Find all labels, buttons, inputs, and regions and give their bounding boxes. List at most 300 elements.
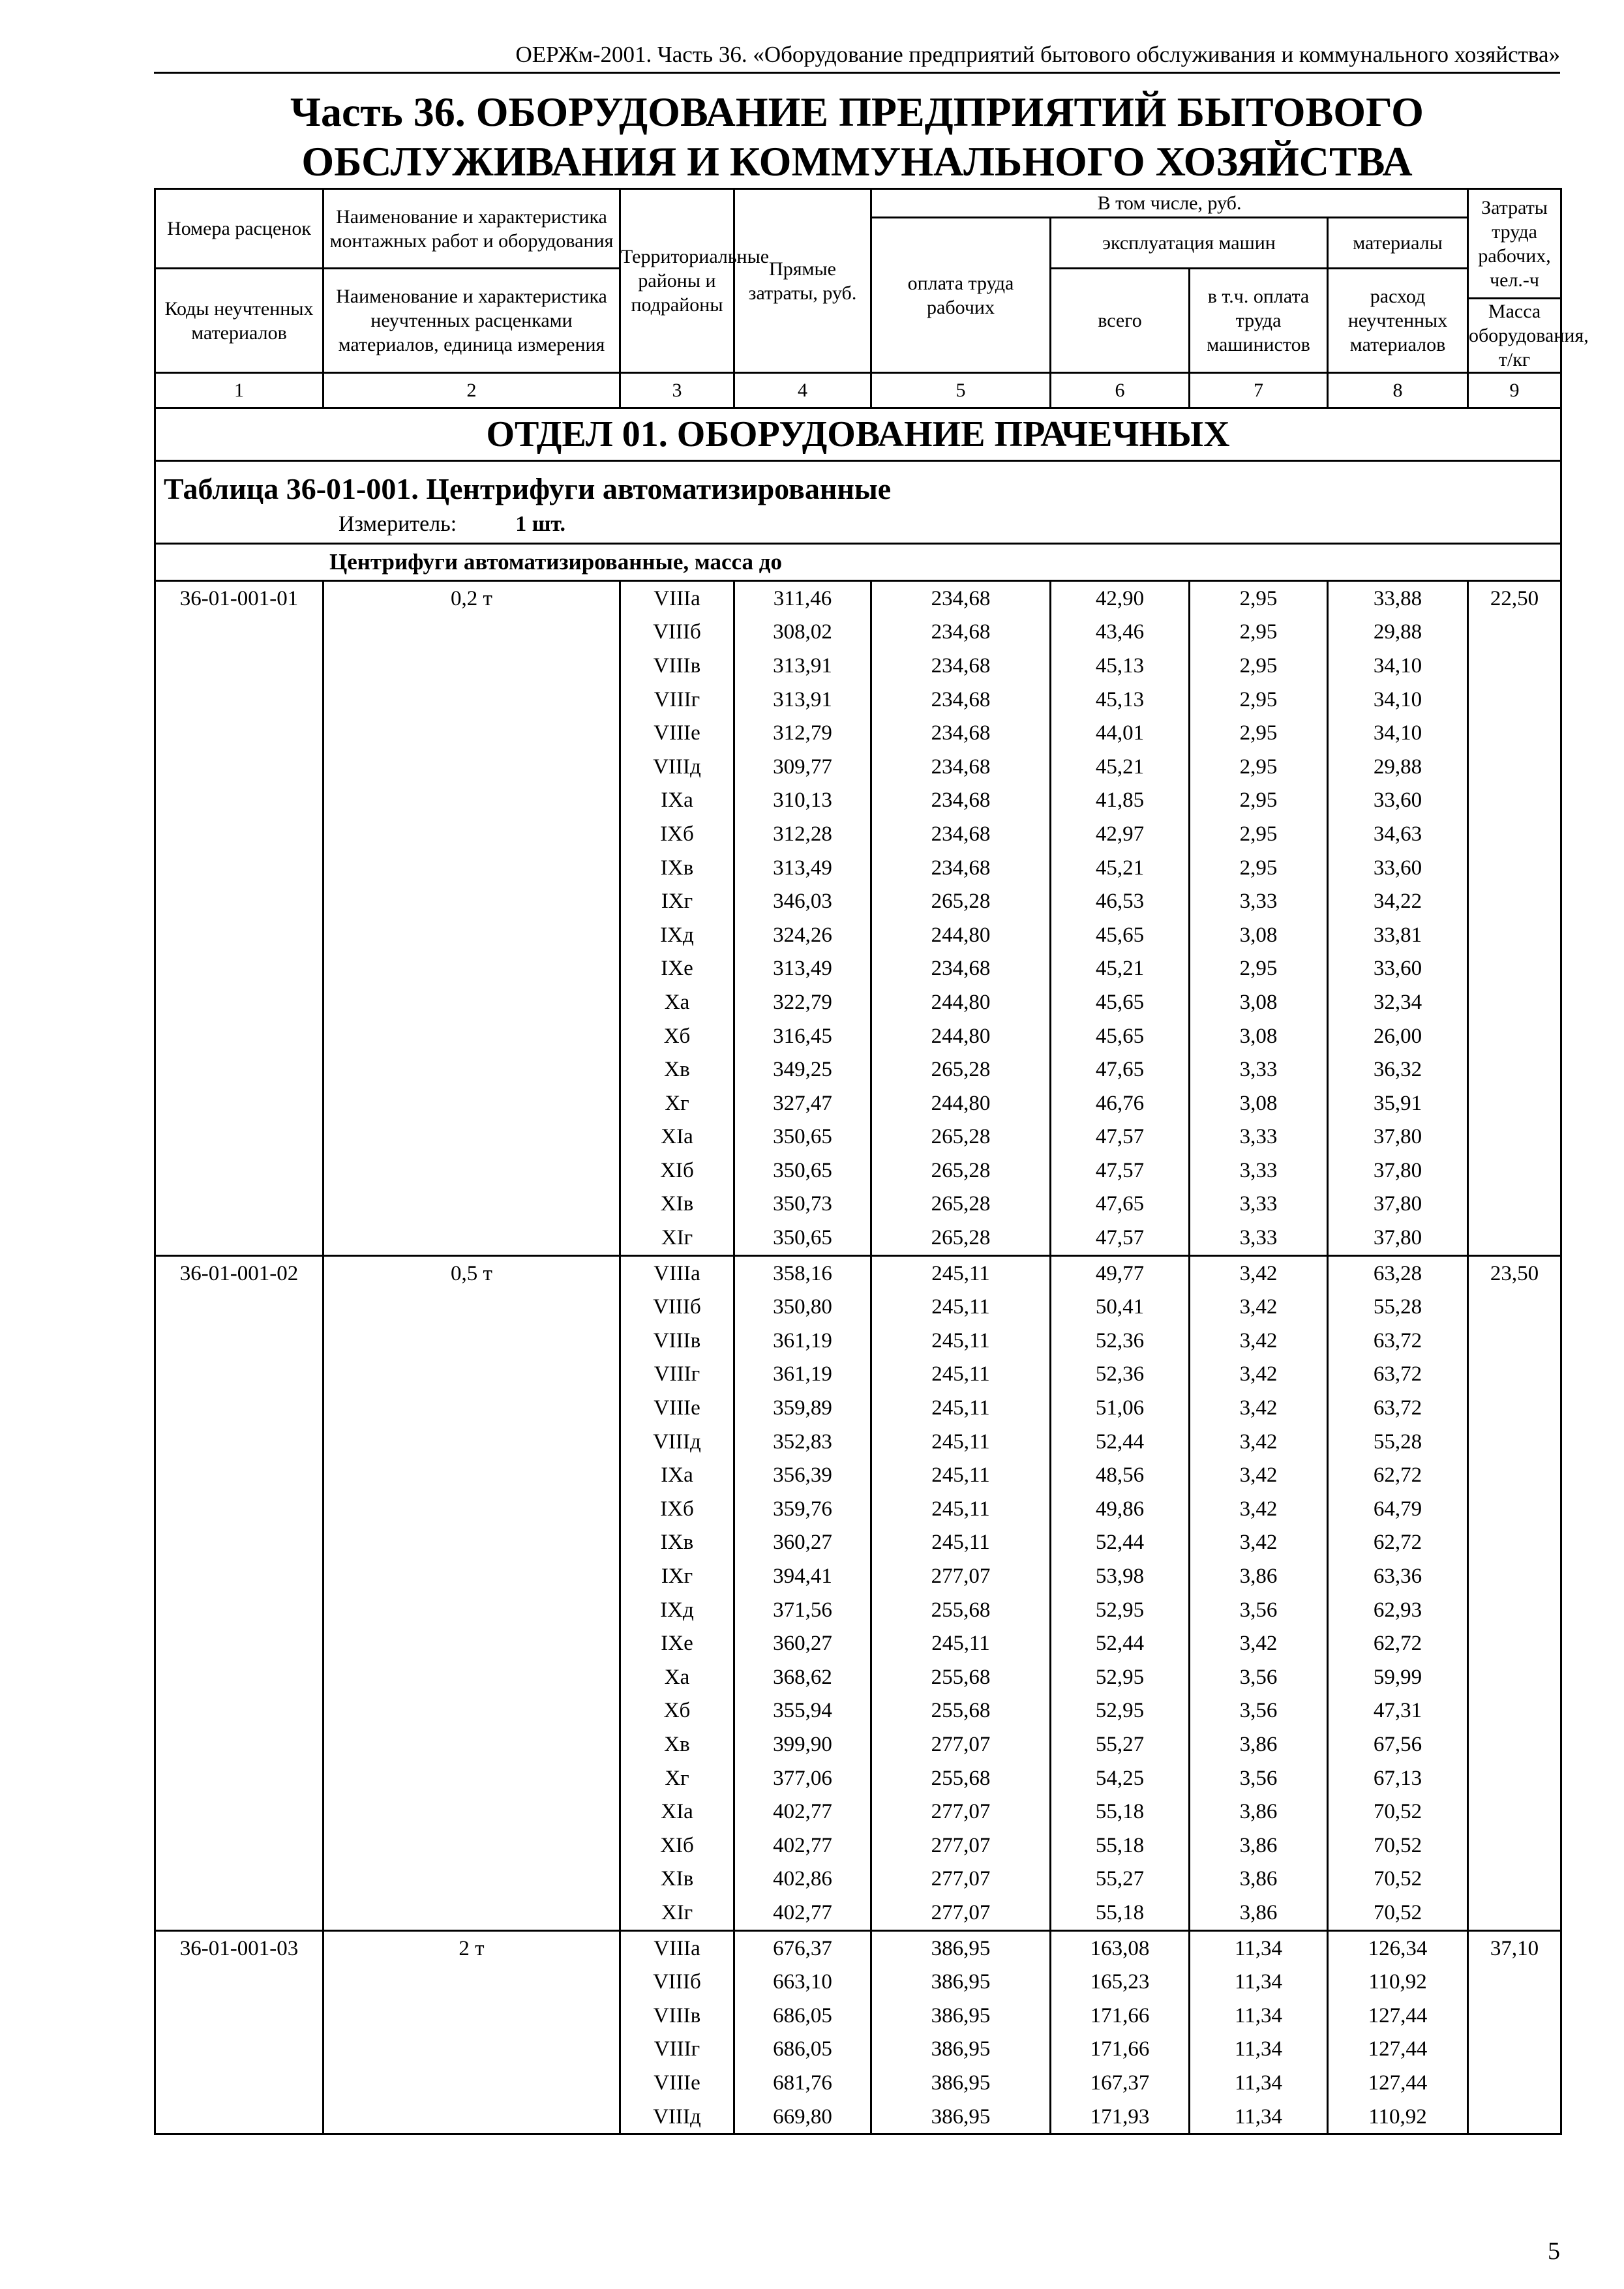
table-row	[155, 683, 1561, 717]
rate-name	[323, 1324, 620, 1358]
table-row	[155, 716, 1561, 750]
direct-cost-cell: 350,73	[734, 1188, 871, 1221]
direct-cost-cell: 359,76	[734, 1492, 871, 1526]
materials-cell: 63,72	[1328, 1358, 1468, 1392]
section-row	[155, 408, 1561, 461]
machines-cell: 51,06	[1051, 1391, 1190, 1425]
rate-name	[323, 716, 620, 750]
territory-cell: VIIIг	[620, 683, 734, 717]
territory-cell: XIб	[620, 1154, 734, 1188]
rate-name	[323, 1358, 620, 1392]
operator-wages-cell: 3,42	[1190, 1492, 1328, 1526]
territory-cell: VIIIб	[620, 616, 734, 650]
machines-cell: 55,27	[1051, 1728, 1190, 1761]
territory-cell: VIIIб	[620, 1965, 734, 1999]
operator-wages-cell: 3,33	[1190, 1188, 1328, 1221]
wages-cell: 234,68	[871, 581, 1051, 616]
header-material-names: Наименование и характеристика неучтенных расценками материалов, единица измерения	[323, 269, 620, 373]
operator-wages-cell: 3,56	[1190, 1694, 1328, 1728]
wages-cell: 277,07	[871, 1829, 1051, 1863]
part-title	[154, 87, 1560, 187]
direct-cost-cell: 394,41	[734, 1559, 871, 1593]
table-row	[155, 817, 1561, 851]
operator-wages-cell: 11,34	[1190, 1930, 1328, 1965]
territory-cell: VIIIв	[620, 1324, 734, 1358]
direct-cost-cell: 324,26	[734, 918, 871, 952]
territory-cell: VIIIд	[620, 1425, 734, 1459]
rate-code	[155, 1626, 323, 1660]
header-material-consumption: расход неучтенных материалов	[1328, 269, 1468, 373]
machines-cell: 45,65	[1051, 918, 1190, 952]
operator-wages-cell: 2,95	[1190, 784, 1328, 818]
wages-cell: 245,11	[871, 1458, 1051, 1492]
materials-cell: 33,81	[1328, 918, 1468, 952]
operator-wages-cell: 3,33	[1190, 1154, 1328, 1188]
rate-name	[323, 1391, 620, 1425]
territory-cell: Xг	[620, 1761, 734, 1795]
table-row	[155, 1458, 1561, 1492]
rate-name	[323, 1458, 620, 1492]
direct-cost-cell: 313,49	[734, 952, 871, 986]
rate-name	[323, 817, 620, 851]
territory-cell: XIг	[620, 1221, 734, 1255]
table-title-row	[155, 461, 1561, 544]
labor-cost	[1468, 716, 1561, 750]
rate-code	[155, 1795, 323, 1829]
machines-cell: 52,44	[1051, 1425, 1190, 1459]
rate-name	[323, 851, 620, 885]
rate-name	[323, 1019, 620, 1053]
machines-cell: 171,66	[1051, 1999, 1190, 2033]
labor-cost	[1468, 1728, 1561, 1761]
operator-wages-cell: 3,42	[1190, 1290, 1328, 1324]
machines-cell: 42,90	[1051, 581, 1190, 616]
direct-cost-cell: 399,90	[734, 1728, 871, 1761]
machines-cell: 49,86	[1051, 1492, 1190, 1526]
rate-code	[155, 649, 323, 683]
wages-cell: 277,07	[871, 1896, 1051, 1930]
page-number: 5	[1548, 2237, 1560, 2265]
direct-cost-cell: 359,89	[734, 1391, 871, 1425]
table-row	[155, 649, 1561, 683]
table-row	[155, 1930, 1561, 1965]
running-header: ОЕРЖм-2001. Часть 36. «Оборудование предприятий бытового обслуживания и коммунального хозяйства»	[154, 38, 1560, 74]
rate-name	[323, 918, 620, 952]
wages-cell: 244,80	[871, 985, 1051, 1019]
territory-cell: VIIIд	[620, 2100, 734, 2134]
wages-cell: 386,95	[871, 2066, 1051, 2100]
wages-cell: 277,07	[871, 1559, 1051, 1593]
materials-cell: 34,10	[1328, 649, 1468, 683]
labor-cost	[1468, 918, 1561, 952]
wages-cell: 234,68	[871, 750, 1051, 784]
table-row	[155, 581, 1561, 616]
materials-cell: 36,32	[1328, 1053, 1468, 1086]
direct-cost-cell: 349,25	[734, 1053, 871, 1086]
territory-cell: Xа	[620, 985, 734, 1019]
operator-wages-cell: 3,86	[1190, 1863, 1328, 1896]
machines-cell: 171,66	[1051, 2033, 1190, 2067]
table-row	[155, 1559, 1561, 1593]
territory-cell: IXв	[620, 1526, 734, 1560]
machines-cell: 50,41	[1051, 1290, 1190, 1324]
table-row	[155, 1660, 1561, 1694]
machines-cell: 47,57	[1051, 1221, 1190, 1255]
wages-cell: 386,95	[871, 1999, 1051, 2033]
operator-wages-cell: 3,86	[1190, 1728, 1328, 1761]
table-row	[155, 1829, 1561, 1863]
machines-cell: 55,18	[1051, 1896, 1190, 1930]
materials-cell: 29,88	[1328, 616, 1468, 650]
rate-code	[155, 1019, 323, 1053]
operator-wages-cell: 3,42	[1190, 1391, 1328, 1425]
table-row	[155, 1391, 1561, 1425]
table-title: Таблица 36-01-001. Центрифуги автоматизированные	[164, 472, 892, 505]
operator-wages-cell: 2,95	[1190, 750, 1328, 784]
machines-cell: 54,25	[1051, 1761, 1190, 1795]
labor-cost: 22,50	[1468, 581, 1561, 616]
materials-cell: 110,92	[1328, 1965, 1468, 1999]
labor-cost	[1468, 683, 1561, 717]
rate-name	[323, 616, 620, 650]
direct-cost-cell: 310,13	[734, 784, 871, 818]
part-title-line-1: Часть 36. ОБОРУДОВАНИЕ ПРЕДПРИЯТИЙ БЫТОВОГО	[290, 89, 1424, 135]
rate-name	[323, 750, 620, 784]
machines-cell: 45,21	[1051, 952, 1190, 986]
section-title: ОТДЕЛ 01. ОБОРУДОВАНИЕ ПРАЧЕЧНЫХ	[155, 408, 1561, 461]
labor-cost	[1468, 817, 1561, 851]
materials-cell: 35,91	[1328, 1086, 1468, 1120]
materials-cell: 70,52	[1328, 1829, 1468, 1863]
labor-cost	[1468, 1492, 1561, 1526]
wages-cell: 265,28	[871, 1188, 1051, 1221]
direct-cost-cell: 346,03	[734, 884, 871, 918]
rate-code	[155, 851, 323, 885]
part-title-line-2: ОБСЛУЖИВАНИЯ И КОММУНАЛЬНОГО ХОЗЯЙСТВА	[301, 138, 1413, 185]
rate-code	[155, 1829, 323, 1863]
machines-cell: 47,57	[1051, 1120, 1190, 1154]
labor-cost	[1468, 1999, 1561, 2033]
operator-wages-cell: 3,86	[1190, 1795, 1328, 1829]
labor-cost	[1468, 1120, 1561, 1154]
territory-cell: VIIIд	[620, 750, 734, 784]
labor-cost	[1468, 616, 1561, 650]
machines-cell: 41,85	[1051, 784, 1190, 818]
column-number: 8	[1328, 373, 1468, 408]
header-labor: Затраты труда рабочих, чел.-ч	[1468, 189, 1561, 299]
operator-wages-cell: 3,42	[1190, 1526, 1328, 1560]
table-row	[155, 1053, 1561, 1086]
machines-cell: 45,21	[1051, 750, 1190, 784]
rate-name	[323, 1154, 620, 1188]
labor-cost	[1468, 884, 1561, 918]
direct-cost-cell: 322,79	[734, 985, 871, 1019]
table-row	[155, 1154, 1561, 1188]
meter	[164, 507, 1560, 543]
rate-code	[155, 1221, 323, 1255]
direct-cost-cell: 311,46	[734, 581, 871, 616]
operator-wages-cell: 3,42	[1190, 1458, 1328, 1492]
operator-wages-cell: 2,95	[1190, 851, 1328, 885]
operator-wages-cell: 3,33	[1190, 1221, 1328, 1255]
rate-code	[155, 1053, 323, 1086]
labor-cost	[1468, 1626, 1561, 1660]
rate-code	[155, 1559, 323, 1593]
table-row	[155, 1863, 1561, 1896]
territory-cell: Xв	[620, 1728, 734, 1761]
rate-code	[155, 1896, 323, 1930]
wages-cell: 255,68	[871, 1761, 1051, 1795]
operator-wages-cell: 3,08	[1190, 985, 1328, 1019]
rate-code	[155, 1425, 323, 1459]
labor-cost	[1468, 1358, 1561, 1392]
labor-cost	[1468, 2100, 1561, 2134]
rate-name	[323, 1863, 620, 1896]
rate-name	[323, 1526, 620, 1560]
rate-name	[323, 1626, 620, 1660]
operator-wages-cell: 3,08	[1190, 918, 1328, 952]
operator-wages-cell: 3,42	[1190, 1255, 1328, 1290]
wages-cell: 265,28	[871, 1154, 1051, 1188]
wages-cell: 265,28	[871, 1120, 1051, 1154]
materials-cell: 37,80	[1328, 1120, 1468, 1154]
table-row	[155, 2033, 1561, 2067]
territory-cell: Xв	[620, 1053, 734, 1086]
table-row	[155, 1896, 1561, 1930]
column-number: 5	[871, 373, 1051, 408]
rate-code	[155, 1526, 323, 1560]
machines-cell: 55,18	[1051, 1795, 1190, 1829]
labor-cost	[1468, 649, 1561, 683]
rate-name	[323, 683, 620, 717]
rate-name	[323, 1425, 620, 1459]
direct-cost-cell: 312,79	[734, 716, 871, 750]
rate-name	[323, 1290, 620, 1324]
table-row	[155, 784, 1561, 818]
labor-cost	[1468, 1290, 1561, 1324]
table-row	[155, 952, 1561, 986]
territory-cell: VIIIг	[620, 2033, 734, 2067]
operator-wages-cell: 3,33	[1190, 1053, 1328, 1086]
direct-cost-cell: 669,80	[734, 2100, 871, 2134]
materials-cell: 34,22	[1328, 884, 1468, 918]
direct-cost-cell: 350,80	[734, 1290, 871, 1324]
territory-cell: XIв	[620, 1188, 734, 1221]
labor-cost	[1468, 1188, 1561, 1221]
direct-cost-cell: 309,77	[734, 750, 871, 784]
table-row	[155, 1221, 1561, 1255]
wages-cell: 245,11	[871, 1290, 1051, 1324]
operator-wages-cell: 3,08	[1190, 1086, 1328, 1120]
machines-cell: 45,13	[1051, 649, 1190, 683]
materials-cell: 67,13	[1328, 1761, 1468, 1795]
direct-cost-cell: 663,10	[734, 1965, 871, 1999]
machines-cell: 53,98	[1051, 1559, 1190, 1593]
rate-name	[323, 2066, 620, 2100]
operator-wages-cell: 3,56	[1190, 1660, 1328, 1694]
wages-cell: 255,68	[871, 1694, 1051, 1728]
operator-wages-cell: 3,42	[1190, 1425, 1328, 1459]
rate-code	[155, 1358, 323, 1392]
labor-cost	[1468, 1053, 1561, 1086]
labor-cost	[1468, 784, 1561, 818]
labor-cost	[1468, 1660, 1561, 1694]
rate-name: 0,2 т	[323, 581, 620, 616]
wages-cell: 234,68	[871, 649, 1051, 683]
direct-cost-cell: 313,49	[734, 851, 871, 885]
rate-code	[155, 1120, 323, 1154]
rate-code	[155, 784, 323, 818]
wages-cell: 245,11	[871, 1391, 1051, 1425]
table-row	[155, 851, 1561, 885]
rate-code	[155, 952, 323, 986]
territory-cell: VIIIб	[620, 1290, 734, 1324]
machines-cell: 52,44	[1051, 1526, 1190, 1560]
operator-wages-cell: 3,42	[1190, 1358, 1328, 1392]
operator-wages-cell: 3,33	[1190, 1120, 1328, 1154]
rate-code	[155, 1086, 323, 1120]
materials-cell: 55,28	[1328, 1290, 1468, 1324]
labor-cost	[1468, 1391, 1561, 1425]
materials-cell: 62,93	[1328, 1593, 1468, 1627]
rate-name	[323, 1761, 620, 1795]
materials-cell: 67,56	[1328, 1728, 1468, 1761]
rate-name: 2 т	[323, 1930, 620, 1965]
territory-cell: VIIIе	[620, 2066, 734, 2100]
territory-cell: VIIIг	[620, 1358, 734, 1392]
machines-cell: 49,77	[1051, 1255, 1190, 1290]
wages-cell: 265,28	[871, 884, 1051, 918]
table-row	[155, 1728, 1561, 1761]
operator-wages-cell: 11,34	[1190, 1999, 1328, 2033]
header-operator-wages: в т.ч. оплата труда машинистов	[1190, 269, 1328, 373]
materials-cell: 33,60	[1328, 784, 1468, 818]
labor-cost	[1468, 952, 1561, 986]
machines-cell: 52,36	[1051, 1324, 1190, 1358]
operator-wages-cell: 2,95	[1190, 817, 1328, 851]
rate-code	[155, 683, 323, 717]
labor-cost	[1468, 1694, 1561, 1728]
machines-cell: 167,37	[1051, 2066, 1190, 2100]
rate-code: 36-01-001-02	[155, 1255, 323, 1290]
rate-code	[155, 1694, 323, 1728]
operator-wages-cell: 2,95	[1190, 581, 1328, 616]
header-machines: эксплуатация машин	[1051, 218, 1328, 269]
labor-cost	[1468, 2033, 1561, 2067]
direct-cost-cell: 356,39	[734, 1458, 871, 1492]
table-row	[155, 1492, 1561, 1526]
materials-cell: 55,28	[1328, 1425, 1468, 1459]
table-row	[155, 1593, 1561, 1627]
table-title-block	[155, 461, 1561, 544]
rate-code	[155, 1188, 323, 1221]
labor-cost	[1468, 1458, 1561, 1492]
rate-name	[323, 1965, 620, 1999]
territory-cell: XIа	[620, 1120, 734, 1154]
territory-cell: VIIIа	[620, 1255, 734, 1290]
rate-name	[323, 1053, 620, 1086]
wages-cell: 234,68	[871, 817, 1051, 851]
rate-code	[155, 2033, 323, 2067]
header-materials: материалы	[1328, 218, 1468, 269]
table-row	[155, 1999, 1561, 2033]
rate-code	[155, 616, 323, 650]
territory-cell: VIIIе	[620, 716, 734, 750]
table-row	[155, 1188, 1561, 1221]
wages-cell: 234,68	[871, 616, 1051, 650]
direct-cost-cell: 327,47	[734, 1086, 871, 1120]
direct-cost-cell: 316,45	[734, 1019, 871, 1053]
direct-cost-cell: 350,65	[734, 1221, 871, 1255]
direct-cost-cell: 350,65	[734, 1120, 871, 1154]
direct-cost-cell: 361,19	[734, 1358, 871, 1392]
header-including: В том числе, руб.	[871, 189, 1468, 218]
wages-cell: 234,68	[871, 683, 1051, 717]
rate-code	[155, 1391, 323, 1425]
column-number: 9	[1468, 373, 1561, 408]
operator-wages-cell: 3,33	[1190, 884, 1328, 918]
table-row	[155, 1694, 1561, 1728]
table-row	[155, 1255, 1561, 1290]
territory-cell: IXа	[620, 784, 734, 818]
wages-cell: 386,95	[871, 1965, 1051, 1999]
operator-wages-cell: 3,42	[1190, 1324, 1328, 1358]
wages-cell: 255,68	[871, 1660, 1051, 1694]
wages-cell: 277,07	[871, 1863, 1051, 1896]
operator-wages-cell: 3,56	[1190, 1593, 1328, 1627]
table-row	[155, 1526, 1561, 1560]
machines-cell: 52,95	[1051, 1593, 1190, 1627]
header-work-name: Наименование и характеристика монтажных работ и оборудования	[323, 189, 620, 269]
direct-cost-cell: 360,27	[734, 1626, 871, 1660]
rate-code	[155, 1660, 323, 1694]
materials-cell: 63,28	[1328, 1255, 1468, 1290]
wages-cell: 244,80	[871, 1019, 1051, 1053]
direct-cost-cell: 686,05	[734, 1999, 871, 2033]
machines-cell: 46,76	[1051, 1086, 1190, 1120]
rate-code	[155, 1728, 323, 1761]
table-row	[155, 918, 1561, 952]
wages-cell: 245,11	[871, 1255, 1051, 1290]
table-row	[155, 1965, 1561, 1999]
territory-cell: IXб	[620, 1492, 734, 1526]
wages-cell: 245,11	[871, 1492, 1051, 1526]
table-row	[155, 1086, 1561, 1120]
operator-wages-cell: 3,56	[1190, 1761, 1328, 1795]
labor-cost	[1468, 1896, 1561, 1930]
rate-code	[155, 716, 323, 750]
rate-code	[155, 1999, 323, 2033]
meter-value: 1 шт.	[515, 512, 566, 536]
direct-cost-cell: 355,94	[734, 1694, 871, 1728]
materials-cell: 62,72	[1328, 1458, 1468, 1492]
rate-name	[323, 2033, 620, 2067]
wages-cell: 244,80	[871, 918, 1051, 952]
rate-code	[155, 884, 323, 918]
territory-cell: XIв	[620, 1863, 734, 1896]
wages-cell: 234,68	[871, 952, 1051, 986]
operator-wages-cell: 3,86	[1190, 1559, 1328, 1593]
materials-cell: 33,60	[1328, 952, 1468, 986]
labor-cost	[1468, 1761, 1561, 1795]
territory-cell: VIIIа	[620, 581, 734, 616]
labor-cost	[1468, 1324, 1561, 1358]
territory-cell: IXе	[620, 1626, 734, 1660]
materials-cell: 127,44	[1328, 2066, 1468, 2100]
machines-cell: 52,95	[1051, 1694, 1190, 1728]
materials-cell: 37,80	[1328, 1188, 1468, 1221]
machines-cell: 55,18	[1051, 1829, 1190, 1863]
